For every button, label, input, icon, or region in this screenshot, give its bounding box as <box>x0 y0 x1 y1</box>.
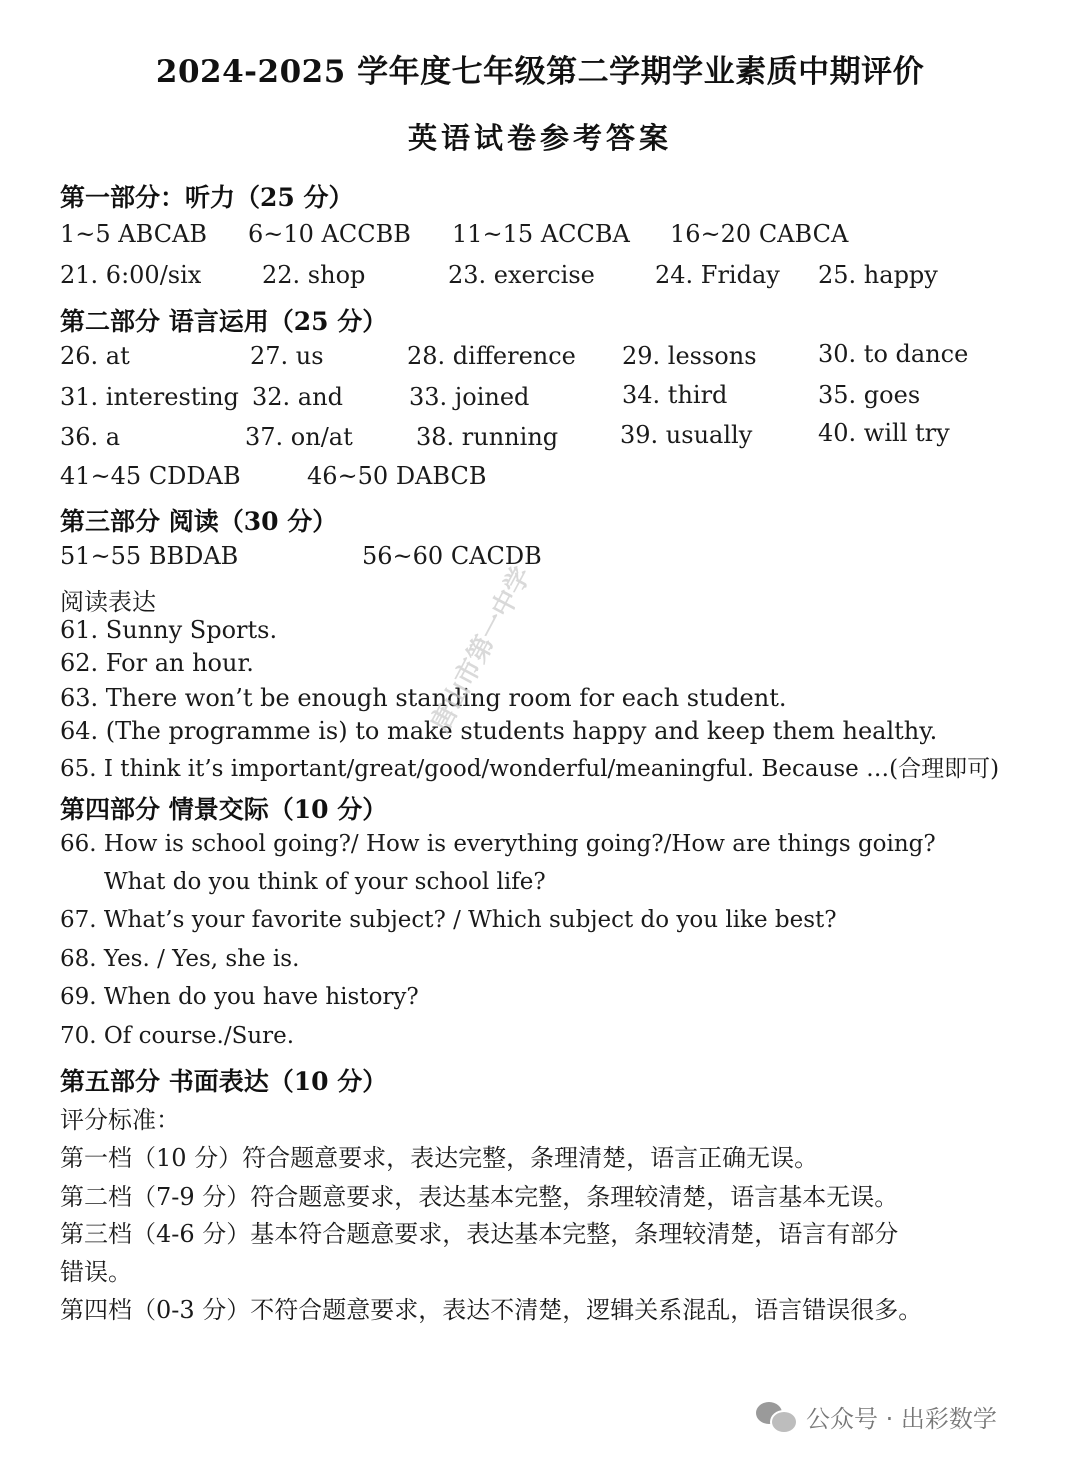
wechat-icon <box>756 1400 796 1432</box>
answer-line: 63. There won’t be enough standing room for each student. <box>60 684 787 712</box>
answer-line: 67. What’s your favorite subject? / Which subject do you like best? <box>60 907 837 933</box>
part1-heading: 第一部分：听力（25 分） <box>60 183 354 212</box>
answer-item: 37. on/at <box>245 423 353 451</box>
document-title: 2024-2025 学年度七年级第二学期学业素质中期评价 <box>155 54 925 90</box>
part3-heading: 第三部分 阅读（30 分） <box>60 507 338 536</box>
answer-item: 33. joined <box>409 383 530 411</box>
answer-line: 64. (The programme is) to make students happy and keep them healthy. <box>60 717 938 745</box>
answer-item: 30. to dance <box>818 340 969 368</box>
criteria-line: 第一档（10 分）符合题意要求，表达完整，条理清楚，语言正确无误。 <box>60 1144 819 1172</box>
answer-line: What do you think of your school life? <box>104 869 546 895</box>
answer-group: 1~5 ABCAB <box>60 220 208 248</box>
footer-text: 公众号 · 出彩数学 <box>806 1404 997 1433</box>
answer-item: 23. exercise <box>448 261 595 289</box>
answer-item: 34. third <box>622 381 728 409</box>
answer-group: 16~20 CABCA <box>670 220 849 248</box>
criteria-line: 第三档（4-6 分）基本符合题意要求，表达基本完整，条理较清楚，语言有部分 <box>60 1220 899 1248</box>
answer-item: 27. us <box>250 342 324 370</box>
answer-line: 70. Of course./Sure. <box>60 1023 295 1049</box>
criteria-line: 错误。 <box>60 1258 132 1286</box>
answer-item: 29. lessons <box>622 342 757 370</box>
answer-item: 28. difference <box>407 342 576 370</box>
answer-item: 22. shop <box>262 261 366 289</box>
answer-group: 6~10 ACCBB <box>248 220 411 248</box>
answer-group: 46~50 DABCB <box>307 462 487 490</box>
answer-item: 26. at <box>60 342 130 370</box>
part5-heading: 第五部分 书面表达（10 分） <box>60 1067 388 1096</box>
answer-item: 38. running <box>416 423 559 451</box>
wechat-footer <box>756 1396 997 1436</box>
answer-group: 56~60 CACDB <box>362 542 542 570</box>
reading-expression-label: 阅读表达 <box>60 588 156 616</box>
answer-item: 21. 6:00/six <box>60 261 202 289</box>
criteria-label: 评分标准： <box>60 1106 180 1134</box>
part2-heading: 第二部分 语言运用（25 分） <box>60 307 388 336</box>
answer-item: 35. goes <box>818 381 921 409</box>
part4-heading: 第四部分 情景交际（10 分） <box>60 795 388 824</box>
answer-item: 25. happy <box>818 261 938 289</box>
answer-line: 69. When do you have history? <box>60 984 419 1010</box>
answer-item: 32. and <box>252 383 343 411</box>
answer-line: 68. Yes. / Yes, she is. <box>60 946 300 972</box>
answer-line: 65. I think it’s important/great/good/wonderful/meaningful. Because …(合理即可) <box>60 756 1000 782</box>
answer-item: 36. a <box>60 423 121 451</box>
answer-item: 31. interesting <box>60 383 239 411</box>
answer-group: 51~55 BBDAB <box>60 542 239 570</box>
criteria-line: 第二档（7-9 分）符合题意要求，表达基本完整，条理较清楚，语言基本无误。 <box>60 1183 899 1211</box>
answer-item: 24. Friday <box>655 261 780 289</box>
answer-item: 40. will try <box>818 419 950 447</box>
answer-group: 41~45 CDDAB <box>60 462 241 490</box>
criteria-line: 第四档（0-3 分）不符合题意要求，表达不清楚，逻辑关系混乱，语言错误很多。 <box>60 1296 923 1324</box>
document-subtitle: 英语试卷参考答案 <box>407 121 672 155</box>
answer-item: 39. usually <box>620 421 753 449</box>
answer-line: 66. How is school going?/ How is everything going?/How are things going? <box>60 831 936 857</box>
school-watermark: 唐山市第一中学 <box>425 562 538 737</box>
answer-line: 62. For an hour. <box>60 649 254 677</box>
answer-group: 11~15 ACCBA <box>452 220 630 248</box>
answer-line: 61. Sunny Sports. <box>60 616 278 644</box>
